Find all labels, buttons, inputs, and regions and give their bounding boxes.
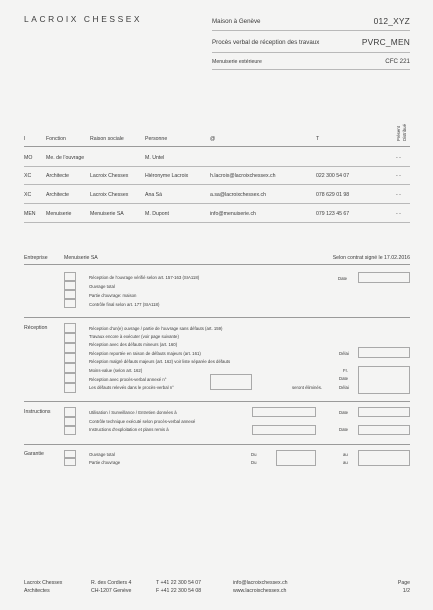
date-label: Date <box>339 376 349 381</box>
seront-text: seront éliminés. <box>292 385 323 390</box>
row-marks: - - <box>396 173 401 179</box>
checkbox[interactable] <box>64 407 76 417</box>
option-label: Les défauts relevés dans le procès-verbal n° <box>89 385 174 390</box>
document-page: LACROIX CHESSEX Maison à Genève 012_XYZ Procès verbal de réception des travaux PVRC_MEN Menuiserie extérieure CFC 221 I Fonction Raison sociale Personne @ T Présent Distribué MO Me. de l'ouvrage M. Untel - - XC Architecte Lacroix Chessex Hiéronyme Lacroix h.lacroix@lacroixchessex.ch 022 300 54 07 - - XC Architecte Lacroix Chessex Ana Sá a.sa@lacroixchessex.ch 078 629 01 98 - - MEN Menuiserie Menuiserie SA M. Dupont info@menuiserie.ch 079 123 45 67 - - Entreprise Menuiserie SA Selon contrat signé le 17.02.2016 Réception de l'ouvrage vérifié selon art. 157-163 (SIA118) Ouvrage total Partie d'ouvrage: maison Contrôle final selon art. 177 (SIA118) Date Réception Réception d'un(e) ouvrage / partie de l'ouvrage sans défauts (art. 159) Travaux encore à exécuter (voir page suivante) Réception avec des défauts mineurs (art. 160) Réception reportée en raison de défauts majeurs (art. 161) Réception malgré défauts majeurs (art. 162) voir liste séparée des défauts Moins-value (selon art. 162) Réception avec procès-verbal annexé n° Les défauts relevés dans le procès-verbal n° seront éliminés. Délai Fr. Date Délai Instructions Utilisation / Surveillance / Entretien données à Contrôle technique exécuté selon procès-verbal annexé Instructions d'exploitation et plans remis à Date Date Garantie Ouvrage total Partie d'ouvrage Du Du au au Lacroix Chessex Architectes R. des Cordiers 4 CH-1207 Genève T +41 22 300 54 07 F +41 22 300 54 08 info@lacroixchessex.ch www.lacroixchessex.ch Page 1/2 <box>0 0 433 610</box>
date-label: Date <box>339 427 349 432</box>
row-marks: - - <box>396 211 401 217</box>
fr-label: Fr. <box>343 368 349 373</box>
pv-number-field[interactable] <box>210 374 252 390</box>
footer-subtitle: Architectes <box>24 588 50 594</box>
date-field[interactable] <box>358 272 410 283</box>
option-label: Travaux encore à exécuter (voir page suivante) <box>89 334 179 339</box>
checkbox[interactable] <box>64 323 76 333</box>
checkbox[interactable] <box>64 426 76 435</box>
col-header: Fonction <box>46 136 66 142</box>
garantie-label: Garantie <box>24 451 44 457</box>
doc-title: Procès verbal de réception des travaux <box>212 39 320 46</box>
footer-phone: T +41 22 300 54 07 <box>156 580 202 586</box>
delai-field[interactable] <box>358 347 410 358</box>
checkbox[interactable] <box>64 450 76 458</box>
option-label: Ouvrage total <box>89 452 115 457</box>
checkbox[interactable] <box>64 333 76 343</box>
contract-note: Selon contrat signé le 17.02.2016 <box>332 255 410 261</box>
client-name: Maison à Genève <box>212 18 261 25</box>
date-label: Date <box>338 276 348 281</box>
amount-date-field[interactable] <box>358 366 410 394</box>
col-header: Personne <box>145 136 168 142</box>
checkbox[interactable] <box>64 290 76 299</box>
reception-label: Réception <box>24 325 48 331</box>
row-marks: - - <box>396 192 401 198</box>
au-label: au <box>343 452 348 457</box>
footer-city: CH-1207 Genève <box>91 588 132 594</box>
option-label: Réception reportée en raison de défauts majeurs (art. 161) <box>89 351 201 356</box>
du-label: Du <box>251 452 257 457</box>
date-field[interactable] <box>358 407 410 417</box>
option-label: Réception avec des défauts mineurs (art. 160) <box>89 342 178 347</box>
option-label: Réception avec procès-verbal annexé n° <box>89 377 167 382</box>
option-label: Utilisation / Surveillance / Entretien données à <box>89 410 177 415</box>
cfc-code: CFC 221 <box>385 58 410 65</box>
option-label: Ouvrage total <box>89 284 115 289</box>
option-label: Moins-value (selon art. 162) <box>89 368 143 373</box>
checkbox[interactable] <box>64 458 76 466</box>
col-header: Raison sociale <box>90 136 124 142</box>
col-header: T <box>316 136 320 142</box>
footer-email[interactable]: info@lacroixchessex.ch <box>233 580 288 586</box>
option-label: Instructions d'exploitation et plans remis à <box>89 427 169 432</box>
page-number: 1/2 <box>402 588 410 594</box>
entreprise-label: Entreprise <box>24 255 48 261</box>
option-label: Partie d'ouvrage <box>89 460 121 465</box>
footer-address: R. des Cordiers 4 <box>91 580 132 586</box>
col-header-present: Présent <box>396 126 401 141</box>
company-name: LACROIX CHESSEX <box>24 14 143 24</box>
entreprise-value: Menuiserie SA <box>64 255 98 261</box>
delai-label: Délai <box>339 351 349 356</box>
checkbox[interactable] <box>64 353 76 363</box>
text-field[interactable] <box>252 407 316 417</box>
footer-fax: F +41 22 300 54 08 <box>156 588 202 594</box>
checkbox[interactable] <box>64 363 76 373</box>
row-marks: - - <box>396 155 401 161</box>
checkbox[interactable] <box>64 417 76 426</box>
option-label: Réception d'un(e) ouvrage / partie de l'ouvrage sans défauts (art. 159) <box>89 326 223 331</box>
option-label: Réception malgré défauts majeurs (art. 162) voir liste séparée des défauts <box>89 359 231 364</box>
date-label: Date <box>339 410 349 415</box>
checkbox[interactable] <box>64 272 76 281</box>
footer-name: Lacroix Chessex <box>24 580 63 586</box>
checkbox[interactable] <box>64 343 76 353</box>
option-label: Partie d'ouvrage: maison <box>89 293 137 298</box>
au-label: au <box>343 460 348 465</box>
text-field[interactable] <box>252 425 316 435</box>
date-to-field[interactable] <box>358 450 410 466</box>
checkbox[interactable] <box>64 383 76 393</box>
doc-code: PVRC_MEN <box>361 37 410 47</box>
du-label: Du <box>251 460 257 465</box>
footer-website[interactable]: www.lacroixchessex.ch <box>233 588 287 594</box>
instructions-label: Instructions <box>24 409 51 415</box>
col-header-distributed: Distribué <box>402 124 407 141</box>
checkbox[interactable] <box>64 281 76 290</box>
project-code: 012_XYZ <box>373 16 410 26</box>
option-label: Contrôle final selon art. 177 (SIA118) <box>89 302 160 307</box>
option-label: Contrôle technique exécuté selon procès-verbal annexé <box>89 419 196 424</box>
checkbox[interactable] <box>64 299 76 308</box>
date-field[interactable] <box>358 425 410 435</box>
delai-label: Délai <box>339 385 349 390</box>
checkbox[interactable] <box>64 373 76 383</box>
date-from-field[interactable] <box>276 450 316 466</box>
option-label: Réception de l'ouvrage vérifié selon art. 157-163 (SIA118) <box>89 275 200 280</box>
col-header: I <box>24 136 26 142</box>
trade-name: Menuiserie extérieure <box>212 59 262 65</box>
col-header: @ <box>210 136 216 142</box>
page-label: Page <box>397 580 410 586</box>
